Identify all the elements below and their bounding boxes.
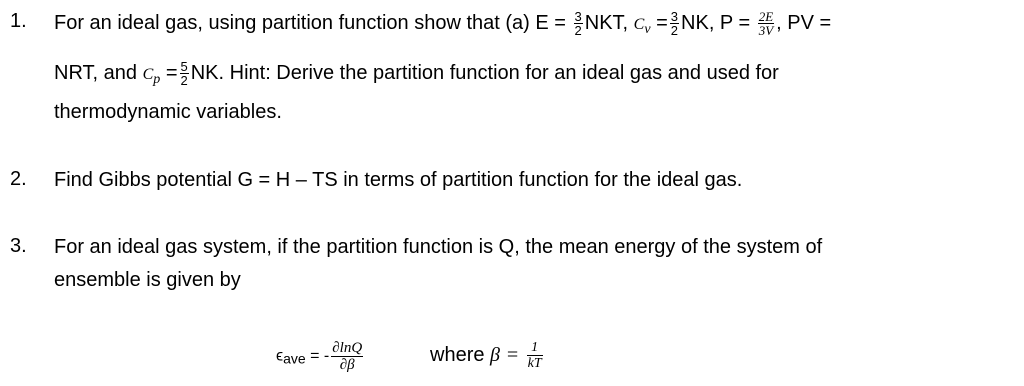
question-number: 1. [10, 10, 27, 32]
epsilon-subscript: ave [283, 350, 306, 367]
cv-subscript: v [644, 21, 651, 37]
beta-definition [430, 340, 545, 371]
cp-subscript: p [153, 71, 161, 87]
numerator: ∂lnQ [332, 340, 363, 356]
fraction [758, 10, 774, 37]
question-text: For an ideal gas system, if the partition function is Q, the mean energy of the system of [54, 236, 823, 258]
denominator: 2 [670, 23, 679, 38]
numerator: 3 [574, 9, 582, 24]
question-3-line-2 [54, 268, 241, 292]
question-2-line-1 [54, 168, 742, 192]
question-1-line-1 [54, 10, 831, 42]
question-text: Find Gibbs potential G = H – TS in terms of partition function for the ideal gas. [54, 169, 743, 191]
numerator: 2E [758, 9, 774, 24]
cv-symbol: C [633, 15, 645, 33]
fraction [180, 60, 189, 87]
denominator: kT [527, 356, 542, 371]
numerator: 1 [527, 340, 543, 356]
equals-sign: = [505, 343, 520, 366]
question-number: 2. [10, 168, 27, 190]
denominator: 2 [574, 23, 582, 38]
question-text: For an ideal gas, using partition function show that (a) E = [54, 11, 566, 34]
denominator: ∂β [339, 357, 355, 373]
question-number: 3. [10, 235, 27, 257]
derivative-fraction [331, 340, 363, 373]
question-3-line-1 [54, 235, 822, 259]
epsilon-symbol: ϵ [276, 347, 284, 365]
question-text: NK, P = [681, 11, 751, 34]
denominator: 3V [758, 23, 774, 38]
where-label: where [430, 343, 485, 366]
equals-minus: = - [310, 347, 330, 365]
beta-symbol: β [490, 343, 501, 366]
question-text: thermodynamic variables. [54, 101, 282, 123]
question-1-line-3 [54, 100, 282, 124]
fraction [574, 10, 583, 37]
equals-sign: = [656, 11, 668, 34]
fraction [670, 10, 679, 37]
equals-sign: = [165, 61, 178, 84]
numerator: 5 [180, 59, 188, 74]
question-text: NRT, and [54, 61, 138, 84]
cp-symbol: C [142, 65, 154, 83]
question-text: , PV = [776, 11, 832, 34]
question-1-line-2 [54, 60, 779, 92]
mean-energy-equation [276, 340, 365, 373]
beta-fraction [527, 340, 543, 371]
question-text: NK. Hint: Derive the partition function for an ideal gas and used for [190, 61, 779, 84]
question-text: ensemble is given by [54, 269, 241, 291]
denominator: 2 [180, 73, 188, 88]
numerator: 3 [670, 9, 679, 24]
question-text: NKT, [584, 11, 629, 34]
